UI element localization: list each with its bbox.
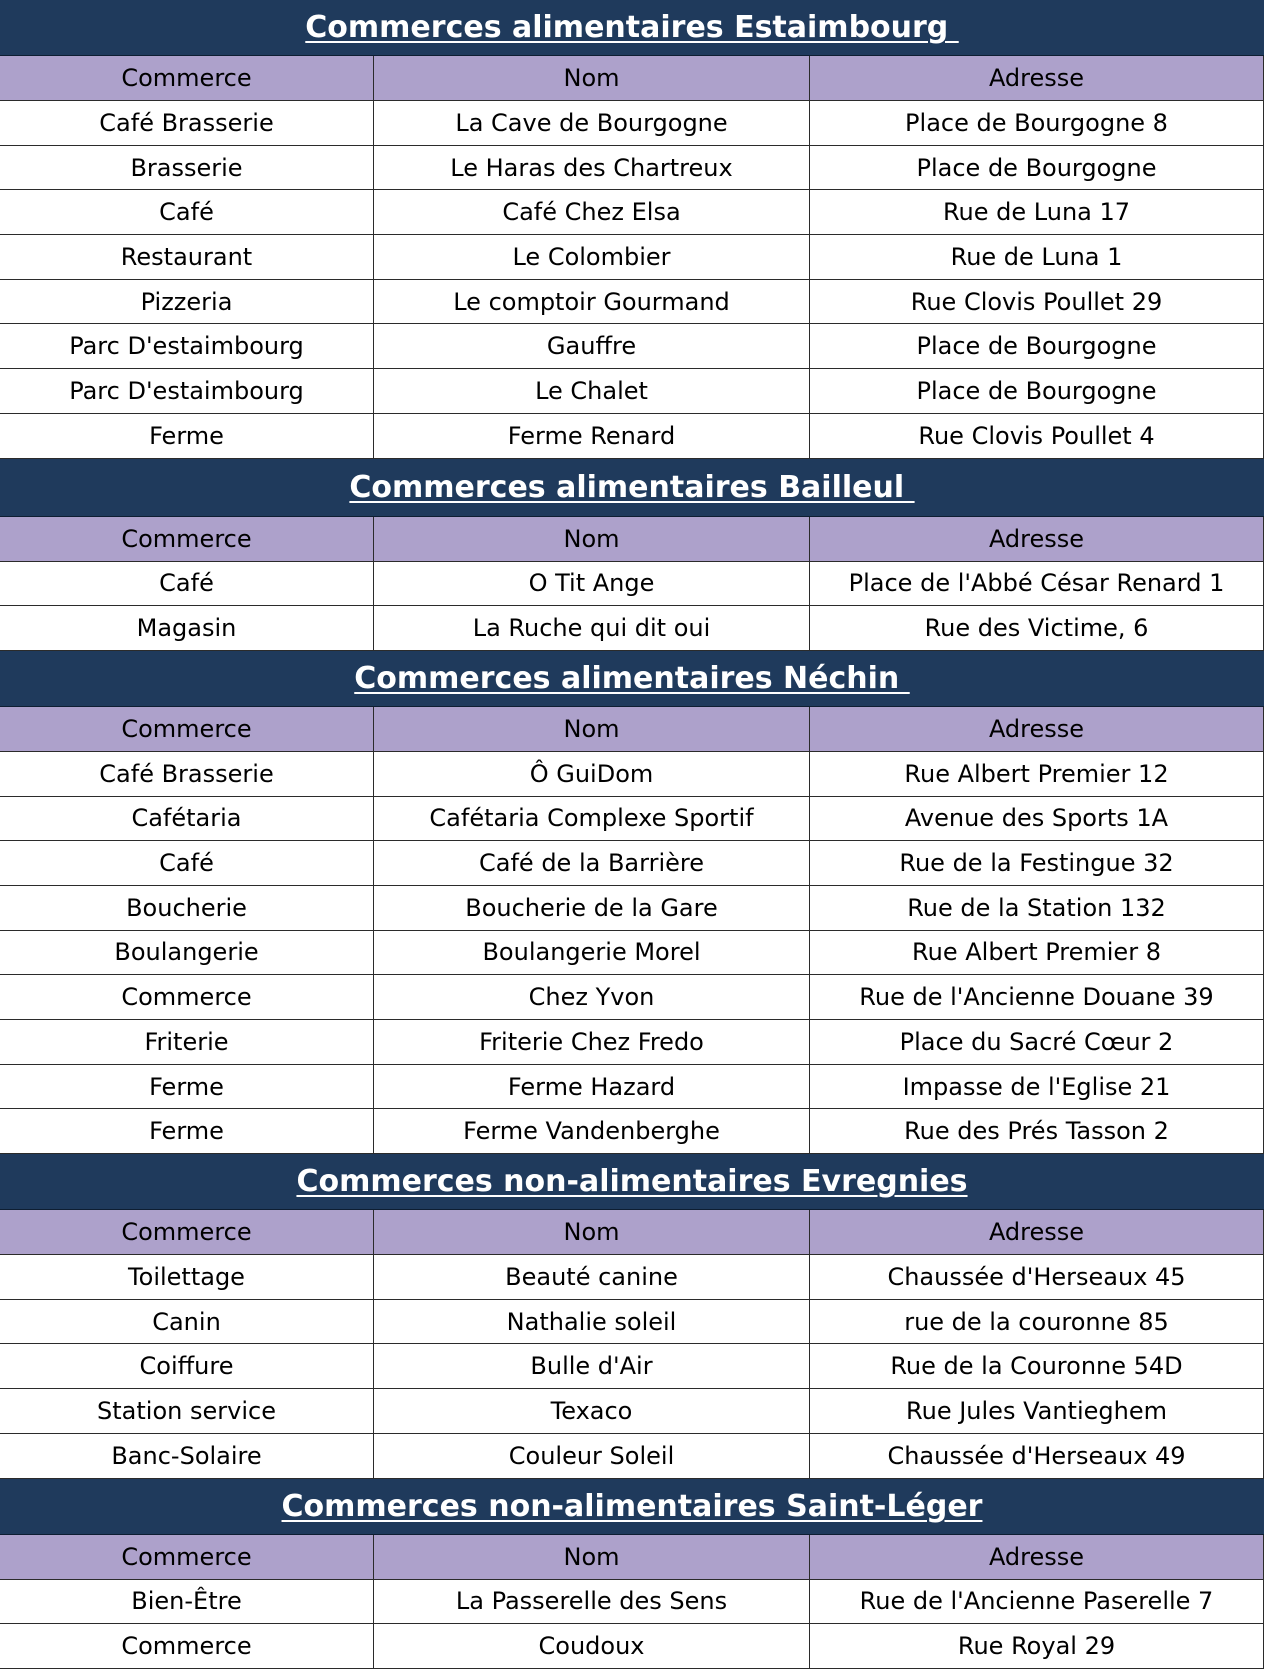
address-cell: Rue Clovis Poullet 29	[810, 280, 1264, 324]
business-name-cell: Coudoux	[374, 1624, 810, 1668]
business-name-cell: Bulle d'Air	[374, 1344, 810, 1388]
table-row	[0, 1020, 1264, 1065]
table-row	[0, 931, 1264, 976]
address-cell: Place du Sacré Cœur 2	[810, 1020, 1264, 1064]
address-cell: Rue de l'Ancienne Paserelle 7	[810, 1580, 1264, 1624]
business-name-cell: La Cave de Bourgogne	[374, 101, 810, 145]
column-header-nom: Nom	[374, 1535, 810, 1579]
table-row	[0, 1065, 1264, 1110]
business-name-cell: La Passerelle des Sens	[374, 1580, 810, 1624]
commerce-type-cell: Commerce	[0, 1624, 374, 1668]
section-commerces-alimentaires-bailleul	[0, 459, 1264, 651]
business-name-cell: Ô GuiDom	[374, 752, 810, 796]
column-header-nom: Nom	[374, 517, 810, 561]
column-header-row	[0, 517, 1264, 562]
column-header-commerce: Commerce	[0, 56, 374, 100]
address-cell: Rue Royal 29	[810, 1624, 1264, 1668]
address-cell: Impasse de l'Eglise 21	[810, 1065, 1264, 1109]
section-title-text: Commerces non-alimentaires Saint-Léger	[281, 1488, 983, 1524]
section-title	[0, 651, 1264, 707]
business-name-cell: Texaco	[374, 1389, 810, 1433]
table-row	[0, 1434, 1264, 1479]
section-title	[0, 459, 1264, 517]
section-commerces-non-alimentaires-saint-leger	[0, 1479, 1264, 1669]
commerce-type-cell: Restaurant	[0, 235, 374, 279]
business-name-cell: Café de la Barrière	[374, 841, 810, 885]
column-header-adresse: Adresse	[810, 707, 1264, 751]
column-header-adresse: Adresse	[810, 1210, 1264, 1254]
commerce-type-cell: Café Brasserie	[0, 752, 374, 796]
business-name-cell: Beauté canine	[374, 1255, 810, 1299]
commerce-type-cell: Pizzeria	[0, 280, 374, 324]
business-name-cell: Gauffre	[374, 324, 810, 368]
commerce-type-cell: Friterie	[0, 1020, 374, 1064]
table-row	[0, 1109, 1264, 1154]
commerce-type-cell: Cafétaria	[0, 797, 374, 841]
business-name-cell: Ferme Hazard	[374, 1065, 810, 1109]
address-cell: Place de Bourgogne	[810, 146, 1264, 190]
commerce-type-cell: Ferme	[0, 1065, 374, 1109]
commerce-type-cell: Banc-Solaire	[0, 1434, 374, 1478]
commerce-type-cell: Boucherie	[0, 886, 374, 930]
business-name-cell: Le Haras des Chartreux	[374, 146, 810, 190]
table-row	[0, 1255, 1264, 1300]
business-name-cell: Ferme Vandenberghe	[374, 1109, 810, 1153]
section-title-text: Commerces non-alimentaires Evregnies	[296, 1164, 968, 1200]
commerce-type-cell: Parc D'estaimbourg	[0, 369, 374, 413]
section-title	[0, 1154, 1264, 1210]
table-row	[0, 752, 1264, 797]
column-header-nom: Nom	[374, 1210, 810, 1254]
address-cell: rue de la couronne 85	[810, 1300, 1264, 1344]
commerce-type-cell: Bien-Être	[0, 1580, 374, 1624]
table-row	[0, 975, 1264, 1020]
commerce-type-cell: Commerce	[0, 975, 374, 1019]
table-row	[0, 324, 1264, 369]
column-header-commerce: Commerce	[0, 1535, 374, 1579]
address-cell: Place de Bourgogne	[810, 324, 1264, 368]
business-name-cell: La Ruche qui dit oui	[374, 606, 810, 650]
column-header-adresse: Adresse	[810, 1535, 1264, 1579]
commerce-type-cell: Toilettage	[0, 1255, 374, 1299]
address-cell: Rue de Luna 17	[810, 190, 1264, 234]
column-header-row	[0, 1535, 1264, 1580]
commerce-type-cell: Parc D'estaimbourg	[0, 324, 374, 368]
address-cell: Chaussée d'Herseaux 49	[810, 1434, 1264, 1478]
address-cell: Rue de Luna 1	[810, 235, 1264, 279]
commerce-type-cell: Ferme	[0, 1109, 374, 1153]
section-commerces-alimentaires-estaimbourg	[0, 0, 1264, 459]
address-cell: Rue des Victime, 6	[810, 606, 1264, 650]
table-row	[0, 1300, 1264, 1345]
address-cell: Rue Clovis Poullet 4	[810, 414, 1264, 458]
business-name-cell: Ferme Renard	[374, 414, 810, 458]
table-row	[0, 886, 1264, 931]
business-name-cell: Cafétaria Complexe Sportif	[374, 797, 810, 841]
address-cell: Place de l'Abbé César Renard 1	[810, 562, 1264, 606]
address-cell: Rue de la Station 132	[810, 886, 1264, 930]
address-cell: Rue de l'Ancienne Douane 39	[810, 975, 1264, 1019]
table-row	[0, 1580, 1264, 1625]
table-row	[0, 1389, 1264, 1434]
business-name-cell: Chez Yvon	[374, 975, 810, 1019]
table-row	[0, 414, 1264, 459]
section-title	[0, 0, 1264, 56]
column-header-row	[0, 1210, 1264, 1255]
commerce-type-cell: Brasserie	[0, 146, 374, 190]
column-header-commerce: Commerce	[0, 1210, 374, 1254]
column-header-commerce: Commerce	[0, 517, 374, 561]
section-title-text: Commerces alimentaires Estaimbourg	[305, 10, 959, 45]
commerce-type-cell: Boulangerie	[0, 931, 374, 975]
commerce-type-cell: Station service	[0, 1389, 374, 1433]
address-cell: Chaussée d'Herseaux 45	[810, 1255, 1264, 1299]
address-cell: Avenue des Sports 1A	[810, 797, 1264, 841]
section-title	[0, 1479, 1264, 1535]
column-header-adresse: Adresse	[810, 517, 1264, 561]
address-cell: Rue de la Couronne 54D	[810, 1344, 1264, 1388]
table-row	[0, 280, 1264, 325]
business-name-cell: Le comptoir Gourmand	[374, 280, 810, 324]
section-title-text: Commerces alimentaires Néchin	[354, 660, 910, 696]
section-title-text: Commerces alimentaires Bailleul	[349, 469, 915, 505]
table-row	[0, 101, 1264, 146]
commerce-type-cell: Café	[0, 841, 374, 885]
section-commerces-non-alimentaires-evregnies	[0, 1154, 1264, 1478]
column-header-nom: Nom	[374, 707, 810, 751]
business-name-cell: Le Colombier	[374, 235, 810, 279]
address-cell: Rue Albert Premier 12	[810, 752, 1264, 796]
business-name-cell: Le Chalet	[374, 369, 810, 413]
table-row	[0, 190, 1264, 235]
address-cell: Rue des Prés Tasson 2	[810, 1109, 1264, 1153]
commerce-type-cell: Canin	[0, 1300, 374, 1344]
column-header-commerce: Commerce	[0, 707, 374, 751]
business-name-cell: Nathalie soleil	[374, 1300, 810, 1344]
commerce-type-cell: Café	[0, 190, 374, 234]
table-row	[0, 606, 1264, 651]
column-header-row	[0, 56, 1264, 101]
column-header-row	[0, 707, 1264, 752]
table-row	[0, 146, 1264, 191]
address-cell: Place de Bourgogne	[810, 369, 1264, 413]
address-cell: Rue Albert Premier 8	[810, 931, 1264, 975]
commerce-type-cell: Magasin	[0, 606, 374, 650]
business-name-cell: O Tit Ange	[374, 562, 810, 606]
column-header-adresse: Adresse	[810, 56, 1264, 100]
commerce-type-cell: Café Brasserie	[0, 101, 374, 145]
commerce-type-cell: Café	[0, 562, 374, 606]
table-row	[0, 1624, 1264, 1669]
section-commerces-alimentaires-nechin	[0, 651, 1264, 1154]
address-cell: Rue de la Festingue 32	[810, 841, 1264, 885]
address-cell: Rue Jules Vantieghem	[810, 1389, 1264, 1433]
table-row	[0, 369, 1264, 414]
business-name-cell: Boucherie de la Gare	[374, 886, 810, 930]
business-name-cell: Friterie Chez Fredo	[374, 1020, 810, 1064]
address-cell: Place de Bourgogne 8	[810, 101, 1264, 145]
commerce-type-cell: Coiffure	[0, 1344, 374, 1388]
table-row	[0, 797, 1264, 842]
table-row	[0, 235, 1264, 280]
commerce-type-cell: Ferme	[0, 414, 374, 458]
table-row	[0, 841, 1264, 886]
column-header-nom: Nom	[374, 56, 810, 100]
table-row	[0, 1344, 1264, 1389]
table-row	[0, 562, 1264, 607]
business-name-cell: Boulangerie Morel	[374, 931, 810, 975]
business-name-cell: Café Chez Elsa	[374, 190, 810, 234]
business-name-cell: Couleur Soleil	[374, 1434, 810, 1478]
